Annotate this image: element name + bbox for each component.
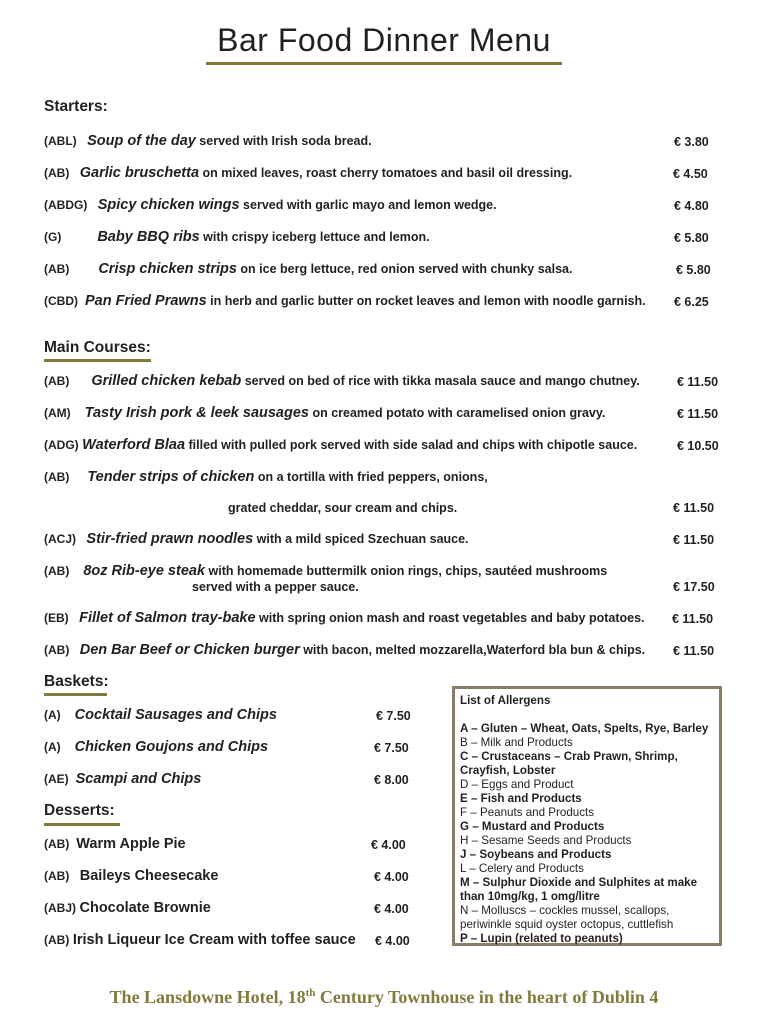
footer-ordinal: th	[305, 987, 316, 999]
dish-description: with homemade buttermilk onion rings, chips, sautéed mushrooms	[205, 564, 608, 578]
allergen-code: (EB)	[44, 611, 69, 625]
allergen-entry: H – Sesame Seeds and Products	[460, 834, 632, 847]
title-underline	[206, 62, 562, 65]
menu-item	[44, 610, 645, 626]
allergen-code: (AB)	[44, 470, 70, 484]
allergen-code: (G)	[44, 230, 62, 244]
price: € 10.50	[677, 439, 719, 453]
price: € 4.00	[371, 838, 406, 852]
dish-description: served with Irish soda bread.	[195, 134, 372, 148]
allergen-entry: G – Mustard and Products	[460, 820, 605, 833]
menu-item	[44, 405, 605, 421]
price: € 11.50	[673, 501, 715, 515]
dish-name: Baileys Cheesecake	[79, 868, 219, 884]
allergen-code: (AB)	[44, 564, 70, 578]
allergen-code: (ADG)	[44, 438, 79, 452]
dish-description: with bacon, melted mozzarella,Waterford bla bun & chips.	[299, 643, 646, 657]
dish-description: served on bed of rice with tikka masala sauce and mango chutney.	[241, 374, 640, 388]
dish-name: Crisp chicken strips	[98, 261, 237, 277]
price: € 4.00	[375, 934, 410, 948]
menu-item	[44, 133, 372, 149]
section-underline	[44, 359, 151, 362]
menu-item	[44, 469, 488, 485]
allergen-list-box	[452, 686, 722, 946]
dish-description-continued: grated cheddar, sour cream and chips.	[228, 501, 458, 515]
menu-item	[44, 261, 572, 277]
dish-name: Den Bar Beef or Chicken burger	[79, 642, 300, 658]
allergen-entry: M – Sulphur Dioxide and Sulphites at make	[460, 876, 698, 889]
dish-description: on a tortilla with fried peppers, onions,	[254, 470, 488, 484]
dish-name: Soup of the day	[87, 133, 196, 149]
allergen-code: (ABDG)	[44, 198, 88, 212]
dish-name: Garlic bruschetta	[79, 165, 200, 181]
menu-item	[44, 165, 572, 181]
price: € 6.25	[674, 295, 709, 309]
footer-text-end: Century Townhouse in the heart of Dublin 4	[315, 987, 659, 1007]
dish-description: on mixed leaves, roast cherry tomatoes and basil oil dressing.	[199, 166, 573, 180]
menu-item	[44, 373, 640, 389]
hotel-footer	[0, 987, 768, 1008]
allergen-entry: P – Lupin (related to peanuts)	[460, 932, 623, 945]
allergen-list-title: List of Allergens	[460, 694, 551, 707]
allergen-entry: periwinkle squid oyster octopus, cuttlefish	[460, 918, 674, 931]
dish-name: Stir-fried prawn noodles	[86, 531, 254, 547]
dish-description: with spring onion mash and roast vegetables and baby potatoes.	[255, 611, 645, 625]
allergen-code: (CBD)	[44, 294, 78, 308]
allergen-code: (AM)	[44, 406, 71, 420]
allergen-code: (A)	[44, 708, 61, 722]
allergen-code: (ABJ)	[44, 901, 76, 915]
allergen-code: (AB)	[44, 869, 70, 883]
menu-item	[44, 739, 268, 755]
allergen-entry: N – Molluscs – cockles mussel, scallops,	[460, 904, 670, 917]
menu-item	[44, 932, 356, 948]
price: € 8.00	[374, 773, 409, 787]
section-underline	[44, 823, 120, 826]
dish-name: Waterford Blaa	[82, 437, 186, 453]
menu-item	[44, 563, 607, 579]
dish-description: on creamed potato with caramelised onion gravy.	[308, 406, 606, 420]
dish-name: Tender strips of chicken	[87, 469, 255, 485]
dish-name: Warm Apple Pie	[76, 836, 186, 852]
price: € 4.00	[374, 902, 409, 916]
dish-name: Pan Fried Prawns	[84, 293, 207, 309]
allergen-entry: C – Crustaceans – Crab Prawn, Shrimp,	[460, 750, 678, 763]
allergen-entry: L – Celery and Products	[460, 862, 584, 875]
dish-name: 8oz Rib-eye steak	[83, 563, 206, 579]
dish-description-continued: served with a pepper sauce.	[192, 580, 359, 594]
allergen-entry: E – Fish and Products	[460, 792, 582, 805]
allergen-code: (AE)	[44, 772, 69, 786]
dish-name: Grilled chicken kebab	[91, 373, 242, 389]
menu-item	[44, 642, 645, 658]
dish-name: Cocktail Sausages and Chips	[74, 707, 277, 723]
dish-name: Chocolate Brownie	[79, 900, 211, 916]
allergen-code: (ACJ)	[44, 532, 76, 546]
menu-item	[44, 437, 637, 453]
price: € 7.50	[376, 709, 411, 723]
dish-name: Spicy chicken wings	[97, 197, 240, 213]
dish-name: Tasty Irish pork & leek sausages	[84, 405, 309, 421]
allergen-entry: A – Gluten – Wheat, Oats, Spelts, Rye, Barley	[460, 722, 709, 735]
menu-item	[44, 900, 211, 916]
section-underline	[44, 693, 107, 696]
dish-description: served with garlic mayo and lemon wedge.	[239, 198, 497, 212]
dish-description: on ice berg lettuce, red onion served with chunky salsa.	[236, 262, 573, 276]
dish-description: in herb and garlic butter on rocket leaves and lemon with noodle garnish.	[206, 294, 646, 308]
menu-title: Bar Food Dinner Menu	[217, 22, 551, 58]
price: € 4.50	[673, 167, 708, 181]
price: € 4.00	[374, 870, 409, 884]
dish-description: with a mild spiced Szechuan sauce.	[253, 532, 469, 546]
menu-item	[44, 771, 201, 787]
footer-text-start: The Lansdowne Hotel, 18	[109, 987, 306, 1007]
allergen-entry: J – Soybeans and Products	[460, 848, 612, 861]
allergen-entry: F – Peanuts and Products	[460, 806, 595, 819]
price: € 5.80	[674, 231, 709, 245]
price: € 17.50	[673, 580, 715, 594]
price: € 3.80	[674, 135, 709, 149]
menu-item	[44, 197, 497, 213]
menu-item	[44, 868, 218, 884]
allergen-code: (AB)	[44, 643, 70, 657]
price: € 11.50	[673, 644, 715, 658]
allergen-code: (AB)	[44, 166, 70, 180]
price: € 11.50	[677, 375, 719, 389]
allergen-code: (ABL)	[44, 134, 77, 148]
dish-name: Fillet of Salmon tray-bake	[79, 610, 256, 626]
dish-description: filled with pulled pork served with side salad and chips with chipotle sauce.	[185, 438, 638, 452]
section-heading-main-courses: Main Courses:	[44, 339, 151, 356]
dish-name: Scampi and Chips	[75, 771, 202, 787]
menu-item	[44, 836, 186, 852]
dish-description: with crispy iceberg lettuce and lemon.	[199, 230, 430, 244]
dish-name: Irish Liqueur Ice Cream with toffee sauce	[72, 932, 356, 948]
section-heading-desserts: Desserts:	[44, 802, 115, 819]
menu-item	[44, 531, 469, 547]
section-heading-baskets: Baskets:	[44, 673, 109, 690]
menu-item	[44, 293, 646, 309]
price: € 4.80	[674, 199, 709, 213]
allergen-code: (AB)	[44, 933, 70, 947]
price: € 11.50	[672, 612, 714, 626]
price: € 11.50	[677, 407, 719, 421]
price: € 11.50	[673, 533, 715, 547]
allergen-code: (AB)	[44, 262, 70, 276]
allergen-code: (AB)	[44, 374, 70, 388]
allergen-entry: B – Milk and Products	[460, 736, 573, 749]
price: € 7.50	[374, 741, 409, 755]
menu-item	[44, 229, 430, 245]
dish-name: Chicken Goujons and Chips	[74, 739, 269, 755]
allergen-code: (AB)	[44, 837, 70, 851]
price: € 5.80	[676, 263, 711, 277]
dish-name: Baby BBQ ribs	[97, 229, 200, 245]
section-heading-starters: Starters:	[44, 98, 108, 115]
allergen-code: (A)	[44, 740, 61, 754]
allergen-entry: Crayfish, Lobster	[460, 764, 556, 777]
menu-item	[44, 707, 277, 723]
allergen-entry: D – Eggs and Product	[460, 778, 574, 791]
allergen-entry: than 10mg/kg, 1 omg/litre	[460, 890, 600, 903]
